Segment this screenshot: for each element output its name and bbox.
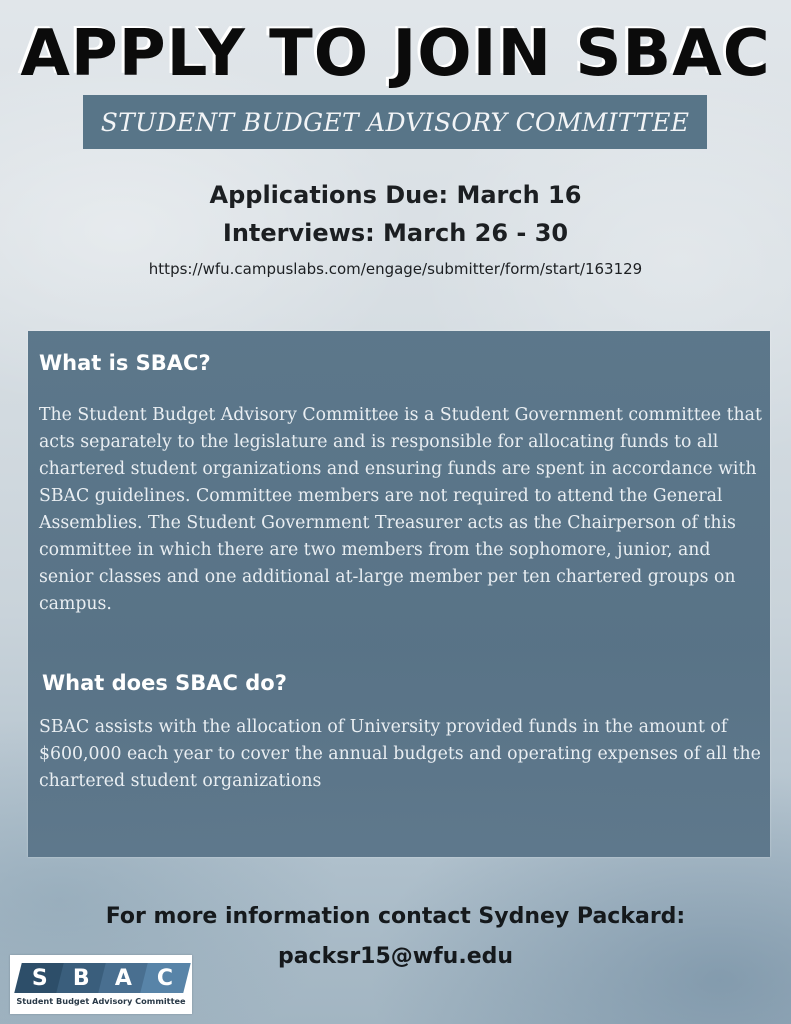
- what-does-sbac-do-body: SBAC assists with the allocation of University provided funds in the amount of $600,000 each year to cover the annual budgets and operating expenses of all the chartered student organizations: [39, 717, 761, 791]
- contact-line: For more information contact Sydney Packard:: [105, 904, 686, 929]
- logo-segment-c: [140, 963, 190, 993]
- subtitle-banner: [83, 95, 707, 149]
- applications-due: Applications Due: March 16: [209, 181, 582, 209]
- interviews-dates: Interviews: March 26 - 30: [222, 219, 569, 247]
- logo-letter: C: [157, 965, 174, 991]
- logo-letter: A: [114, 965, 133, 991]
- logo-band: [18, 963, 186, 993]
- application-link[interactable]: https://wfu.campuslabs.com/engage/submitter/form/start/163129: [148, 260, 643, 278]
- logo-letter: S: [31, 965, 48, 991]
- what-is-sbac-heading: What is SBAC?: [39, 351, 211, 375]
- dates-section: [0, 176, 791, 284]
- page-title: APPLY TO JOIN SBAC: [20, 17, 771, 91]
- logo-tagline: Student Budget Advisory Committee: [16, 996, 186, 1006]
- logo-letter: B: [73, 965, 90, 991]
- contact-email[interactable]: packsr15@wfu.edu: [277, 944, 514, 969]
- info-box: [28, 331, 770, 857]
- what-does-sbac-do-heading: What does SBAC do?: [42, 671, 287, 695]
- subtitle-text: STUDENT BUDGET ADVISORY COMMITTEE: [100, 107, 690, 137]
- sbac-logo: [10, 955, 192, 1014]
- what-is-sbac-body: The Student Budget Advisory Committee is a Student Government committee that acts separately to the legislature and is responsible for allocating funds to all chartered student organizations and ensuring funds are spent in accordance with SBAC guidelines. Committee members are not required to attend the General Assemblies. The Student Government Treasurer acts as the Chairperson of this committee in which there are two members from the sophomore, junior, and senior classes and one additional at-large member per ten chartered groups on campus.: [39, 405, 762, 614]
